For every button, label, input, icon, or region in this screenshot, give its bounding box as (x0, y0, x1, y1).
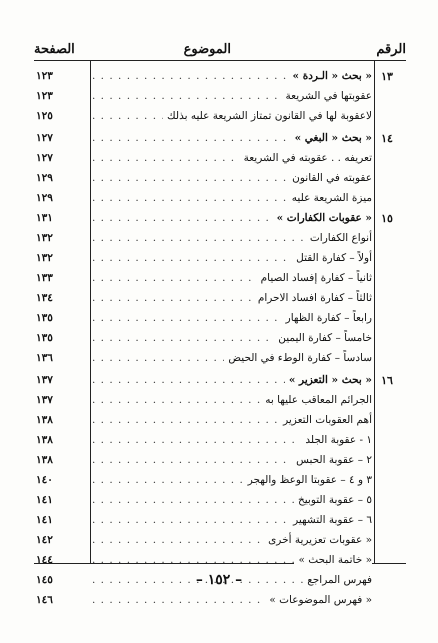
entry-title (92, 330, 372, 347)
entry-page-number: ١٣٦ (36, 352, 53, 364)
toc-entry (0, 88, 438, 105)
entry-page-number: ١٣٨ (36, 454, 53, 466)
entry-page-number: ١٤٥ (36, 574, 53, 586)
entry-title-text: خامساً – كفارة اليمين (274, 332, 372, 344)
entry-page-number: ١٣٥ (36, 332, 53, 344)
toc-entry (0, 290, 438, 307)
entry-title-text: « بحث « الـردة » (289, 70, 372, 82)
toc-entry (0, 68, 438, 85)
page-column-header: الصفحة (34, 42, 75, 57)
entry-page-number: ١٢٩ (36, 192, 53, 204)
entry-page-number: ١٣٣ (36, 272, 53, 284)
toc-entry (0, 552, 438, 569)
entry-page-number: ١٣١ (36, 212, 53, 224)
entry-title (92, 88, 372, 105)
entry-title-text: الجرائم المعاقب عليها به (261, 394, 372, 406)
toc-entry (0, 452, 438, 469)
toc-entry (0, 230, 438, 247)
entry-title-text: « بحث « التعزير » (285, 374, 372, 386)
toc-entry (0, 330, 438, 347)
toc-entry (0, 372, 438, 389)
entry-title-text: رابعاً – كفارة الظهار (282, 312, 372, 324)
entry-title-text: ثانياً – كفارة إفساد الصيام (257, 272, 372, 284)
entry-title (92, 532, 372, 549)
entry-title-text: أنواع الكفارات (306, 232, 372, 244)
toc-entry (0, 412, 438, 429)
entry-title (92, 290, 372, 307)
entry-title-text: عقوبتها في الشريعة (282, 90, 372, 102)
entry-title (92, 230, 372, 247)
entry-page-number: ١٤٤ (36, 554, 53, 566)
entry-title-text: أولاً – كفارة القتل (292, 252, 372, 264)
entry-page-number: ١٣٧ (36, 374, 53, 386)
toc-entry (0, 492, 438, 509)
entry-page-number: ١٣٥ (36, 312, 53, 324)
entry-title (92, 392, 372, 409)
toc-entry (0, 310, 438, 327)
entry-title (92, 412, 372, 429)
entry-title (92, 130, 372, 147)
entry-title (92, 270, 372, 287)
entry-page-number: ١٢٣ (36, 70, 53, 82)
entry-title (92, 552, 372, 569)
toc-entry (0, 350, 438, 367)
toc-entry (0, 472, 438, 489)
entry-title (92, 512, 372, 529)
entry-title-text: « بحث « البغي » (291, 132, 372, 144)
entry-title (92, 350, 372, 367)
entry-title-text: سادساً – كفارة الوطء في الحيض (224, 352, 372, 364)
entry-title-text: ٦ – عقوبة التشهير (289, 514, 372, 526)
entry-title-text: ١ - عقوبة الجلد (301, 434, 372, 446)
toc-entry (0, 270, 438, 287)
number-column-header: الرقم (376, 42, 406, 57)
toc-entry (0, 250, 438, 267)
entry-title (92, 472, 372, 489)
toc-entry (0, 190, 438, 207)
topic-column-header: الموضوع (183, 42, 231, 57)
entry-title-text: لاعقوبة لها في القانون تمتاز الشريعة عليه بذلك (163, 110, 372, 122)
toc-entry (0, 150, 438, 167)
entry-page-number: ١٢٩ (36, 172, 53, 184)
entry-page-number: ١٢٧ (36, 132, 53, 144)
section-number: ١٤ (381, 132, 393, 145)
entry-title-text: ٢ – عقوبة الحبس (292, 454, 372, 466)
entry-page-number: ١٣٨ (36, 414, 53, 426)
entry-page-number: ١٣٢ (36, 252, 53, 264)
entry-page-number: ١٢٣ (36, 90, 53, 102)
entry-title (92, 170, 372, 187)
entry-title (92, 250, 372, 267)
toc-entry (0, 532, 438, 549)
entry-title-text: تعريفه . . عقوبته في الشريعة (240, 152, 372, 164)
entry-page-number: ١٤١ (36, 514, 53, 526)
entry-title (92, 592, 372, 609)
entry-title-text: ٣ و ٤ – عقوبتا الوعظ والهجر (244, 474, 372, 486)
toc-entry (0, 392, 438, 409)
entry-title (92, 310, 372, 327)
entry-title-text: عقوبته في القانون (288, 172, 372, 184)
entry-title (92, 432, 372, 449)
section-number: ١٣ (381, 70, 393, 83)
toc-entry (0, 512, 438, 529)
section-number: ١٥ (381, 212, 393, 225)
toc-entry (0, 210, 438, 227)
entry-title (92, 150, 372, 167)
entry-title-text: « خاتمة البحث » (294, 554, 372, 566)
entry-title-text: فهرس المراجع (303, 574, 372, 586)
entry-page-number: ١٣٤ (36, 292, 53, 304)
entry-title (92, 108, 372, 125)
entry-page-number: ١٣٧ (36, 394, 53, 406)
page-number: – ١٥٢ – (195, 572, 243, 588)
toc-entry (0, 170, 438, 187)
entry-page-number: ١٣٨ (36, 434, 53, 446)
entry-title-text: « عقوبات الكفارات » (273, 212, 372, 224)
entry-title (92, 210, 372, 227)
entry-page-number: ١٢٥ (36, 110, 53, 122)
entry-page-number: ١٤٢ (36, 534, 53, 546)
entry-title (92, 372, 372, 389)
toc-entry (0, 108, 438, 125)
toc-entry (0, 432, 438, 449)
entry-page-number: ١٤٠ (36, 474, 53, 486)
entry-page-number: ١٣٢ (36, 232, 53, 244)
section-number: ١٦ (381, 374, 393, 387)
toc-entry (0, 130, 438, 147)
entry-title-text: « فهرس الموضوعات » (265, 594, 372, 606)
entry-title-text: ثالثاً – كفارة افساد الاحرام (254, 292, 372, 304)
entry-title (92, 452, 372, 469)
entry-title (92, 492, 372, 509)
entry-page-number: ١٤٦ (36, 594, 53, 606)
entry-page-number: ١٢٧ (36, 152, 53, 164)
toc-entry (0, 592, 438, 609)
entry-title (92, 68, 372, 85)
entry-title-text: أهم العقوبات التعزير (279, 414, 372, 426)
entry-title-text: ميزة الشريعة عليه (288, 192, 372, 204)
entry-title-text: « عقوبات تعزيرية أخرى (264, 534, 372, 546)
entry-page-number: ١٤١ (36, 494, 53, 506)
entry-title (92, 190, 372, 207)
table-header (34, 42, 406, 60)
entry-title-text: ٥ – عقوبة التوبيخ (294, 494, 372, 506)
